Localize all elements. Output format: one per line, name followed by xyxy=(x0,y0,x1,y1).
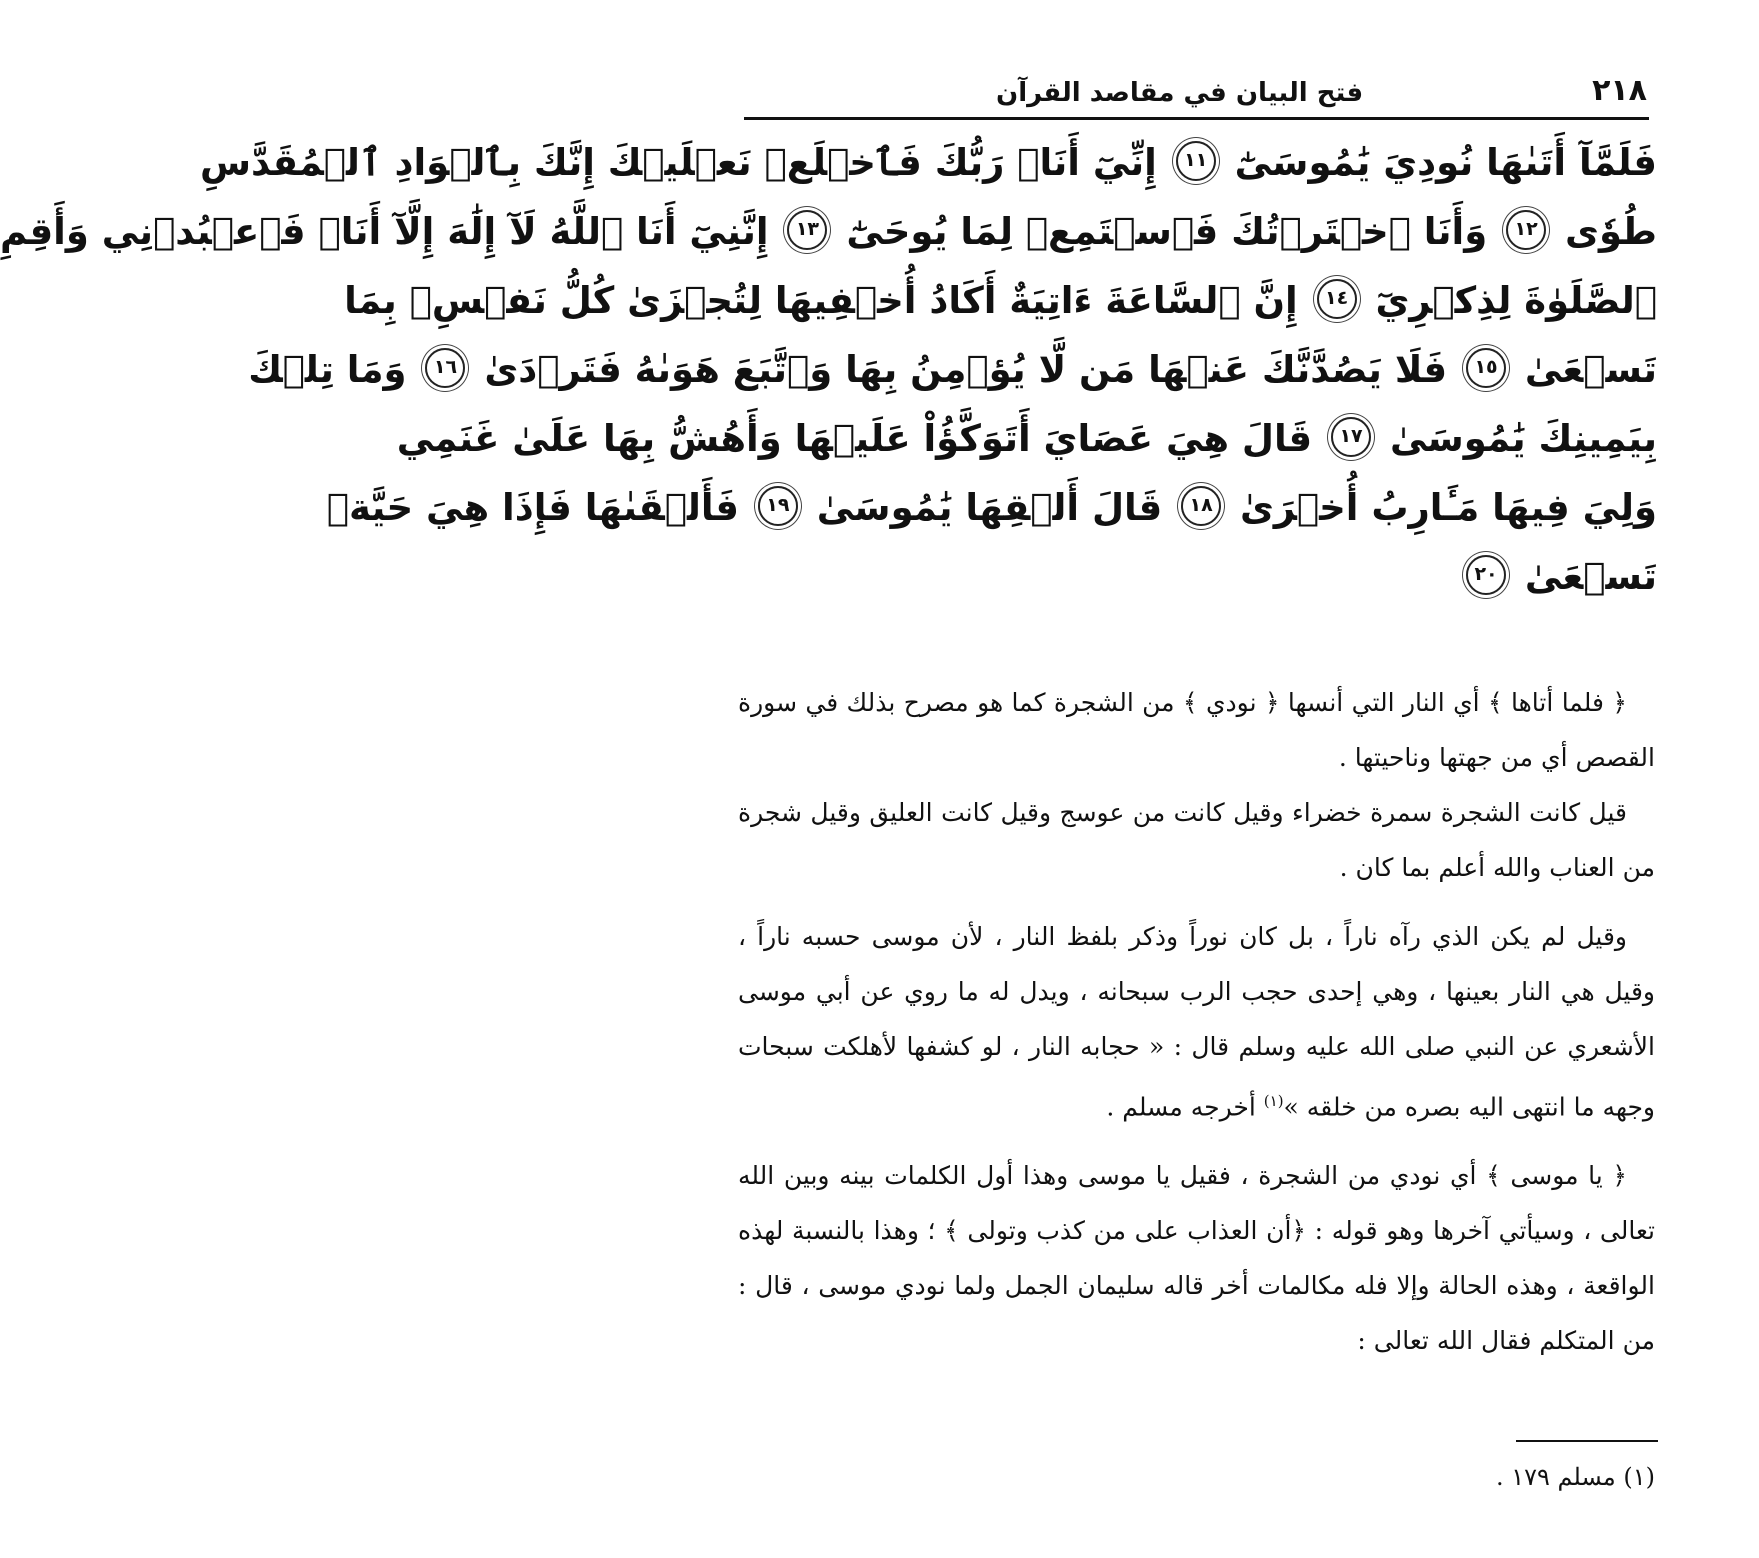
paragraph xyxy=(738,785,1655,895)
verse-text: بِيَمِينِكَ يَٰمُوسَىٰ xyxy=(1389,417,1657,460)
text-line: حسبه ناراً ، وقيل هي النار بعينها ، وهي إحدى حجب الرب سبحانه ، ويدل xyxy=(738,922,1655,1006)
text-line: أخر قاله سليمان الجمل ولما نودي موسى ، قال : من المتكلم فقال الله تعالى : xyxy=(738,1271,1655,1356)
verse-text: وَلِيَ فِيهَا مَـَٔارِبُ أُخۡرَىٰ xyxy=(1239,486,1657,529)
footnote: (١) مسلم ١٧٩ . xyxy=(1495,1463,1655,1491)
quran-line xyxy=(248,335,1657,404)
ayah-number-marker: ١٣ xyxy=(787,210,827,250)
footnote-separator xyxy=(1516,1440,1658,1442)
quran-line xyxy=(344,266,1657,335)
verse-text: طُوٗى xyxy=(1565,210,1657,253)
quran-line xyxy=(199,128,1657,197)
footnote-reference[interactable]: (١) xyxy=(1263,1092,1284,1110)
text-line: مصرح بذلك في سورة القصص أي من جهتها وناحيتها . xyxy=(738,688,1655,772)
quran-verses xyxy=(0,128,1657,611)
running-title: فتح البيان في مقاصد القرآن xyxy=(996,78,1364,108)
text-line: ﴿ فلما أتاها ﴾ أي النار التي أنسها ﴿ نودي ﴾ من الشجرة كما هو xyxy=(977,688,1628,717)
ayah-number-marker: ١٢ xyxy=(1506,210,1546,250)
ayah-number-marker: ١٨ xyxy=(1181,486,1221,526)
paragraph xyxy=(738,909,1655,1134)
page-number: ٢١٨ xyxy=(1592,73,1647,108)
text-line: له ما روي عن أبي موسى الأشعري عن النبي صلى الله عليه وسلم قال : xyxy=(738,977,1655,1061)
text-line: أخرجه مسلم . xyxy=(1106,1092,1264,1122)
verse-text: فَأَلۡقَىٰهَا فَإِذَا هِيَ حَيَّةٞ xyxy=(326,486,739,529)
text-line: « حجابه النار ، لو كشفها لأهلكت سبحات وجهه ما انتهى اليه بصره من xyxy=(738,1032,1655,1122)
paragraph xyxy=(738,1148,1655,1368)
text-line: قيل كانت الشجرة سمرة خضراء وقيل كانت من عوسج وقيل كانت xyxy=(941,798,1627,827)
text-line: العليق وقيل شجرة من العناب والله أعلم بما كان . xyxy=(738,798,1655,882)
verse-text: تَسۡعَىٰ xyxy=(1524,555,1657,598)
text-line: ﴿ يا موسى ﴾ أي نودي من الشجرة ، فقيل يا موسى وهذا أول xyxy=(976,1161,1627,1191)
quran-line xyxy=(396,404,1657,473)
verse-text: قَالَ أَلۡقِهَا يَٰمُوسَىٰ xyxy=(816,486,1163,529)
verse-text: وَمَا تِلۡكَ xyxy=(248,348,407,391)
verse-text: إِنِّيٓ أَنَا۠ رَبُّكَ فَٱخۡلَعۡ نَعۡلَيۡكَ إِنَّكَ بِٱلۡوَادِ ٱلۡمُقَدَّسِ xyxy=(199,141,1157,184)
verse-text: فَلَمَّآ أَتَىٰهَا نُودِيَ يَٰمُوسَىٰٓ xyxy=(1234,141,1657,184)
verse-text: ٱلصَّلَوٰةَ لِذِكۡرِيٓ xyxy=(1375,279,1657,322)
verse-text: إِنَّنِيٓ أَنَا ٱللَّهُ لَآ إِلَٰهَ إِلَّآ أَنَا۠ فَٱعۡبُدۡنِي وَأَقِمِ xyxy=(0,210,769,253)
paragraph xyxy=(738,675,1655,785)
text-line: الكلمات بينه وبين الله تعالى ، وسيأتي آخرها وهو قوله : ﴿أن العذاب على xyxy=(738,1161,1655,1246)
verse-text: وَأَنَا ٱخۡتَرۡتُكَ فَٱسۡتَمِعۡ لِمَا يُوحَىٰٓ xyxy=(846,210,1488,253)
ayah-number-marker: ١٧ xyxy=(1331,417,1371,457)
verse-text: إِنَّ ٱلسَّاعَةَ ءَاتِيَةٌ أَكَادُ أُخۡفِيهَا لِتُجۡزَىٰ كُلُّ نَفۡسِۭ بِمَا xyxy=(344,279,1298,322)
text-line: خلقه » xyxy=(1283,1092,1357,1122)
quran-line xyxy=(736,542,1657,611)
ayah-number-marker: ١٤ xyxy=(1317,279,1357,319)
verse-text: فَلَا يَصُدَّنَّكَ عَنۡهَا مَن لَّا يُؤۡمِنُ بِهَا وَٱتَّبَعَ هَوَىٰهُ فَتَرۡدَىٰ xyxy=(484,348,1448,391)
header-rule xyxy=(744,117,1649,120)
ayah-number-marker: ٢٠ xyxy=(1466,555,1506,595)
ayah-number-marker: ١٥ xyxy=(1466,348,1506,388)
tafsir-commentary xyxy=(738,675,1655,1368)
ayah-number-marker: ١١ xyxy=(1176,141,1216,181)
verse-text: تَسۡعَىٰ xyxy=(1524,348,1657,391)
quran-line xyxy=(0,197,1657,266)
text-line: وقيل لم يكن الذي رآه ناراً ، بل كان نوراً وذكر بلفظ النار ، لأن موسى xyxy=(871,922,1627,951)
text-line: من كذب وتولى ﴾ ؛ وهذا بالنسبة لهذه الواقعة ، وهذه الحالة وإلا فله مكالمات xyxy=(738,1216,1655,1301)
quran-line xyxy=(326,473,1657,542)
page-header xyxy=(746,62,1647,114)
ayah-number-marker: ١٦ xyxy=(425,348,465,388)
verse-text: قَالَ هِيَ عَصَايَ أَتَوَكَّؤُاْ عَلَيۡهَا وَأَهُشُّ بِهَا عَلَىٰ غَنَمِي xyxy=(396,417,1313,460)
ayah-number-marker: ١٩ xyxy=(758,486,798,526)
